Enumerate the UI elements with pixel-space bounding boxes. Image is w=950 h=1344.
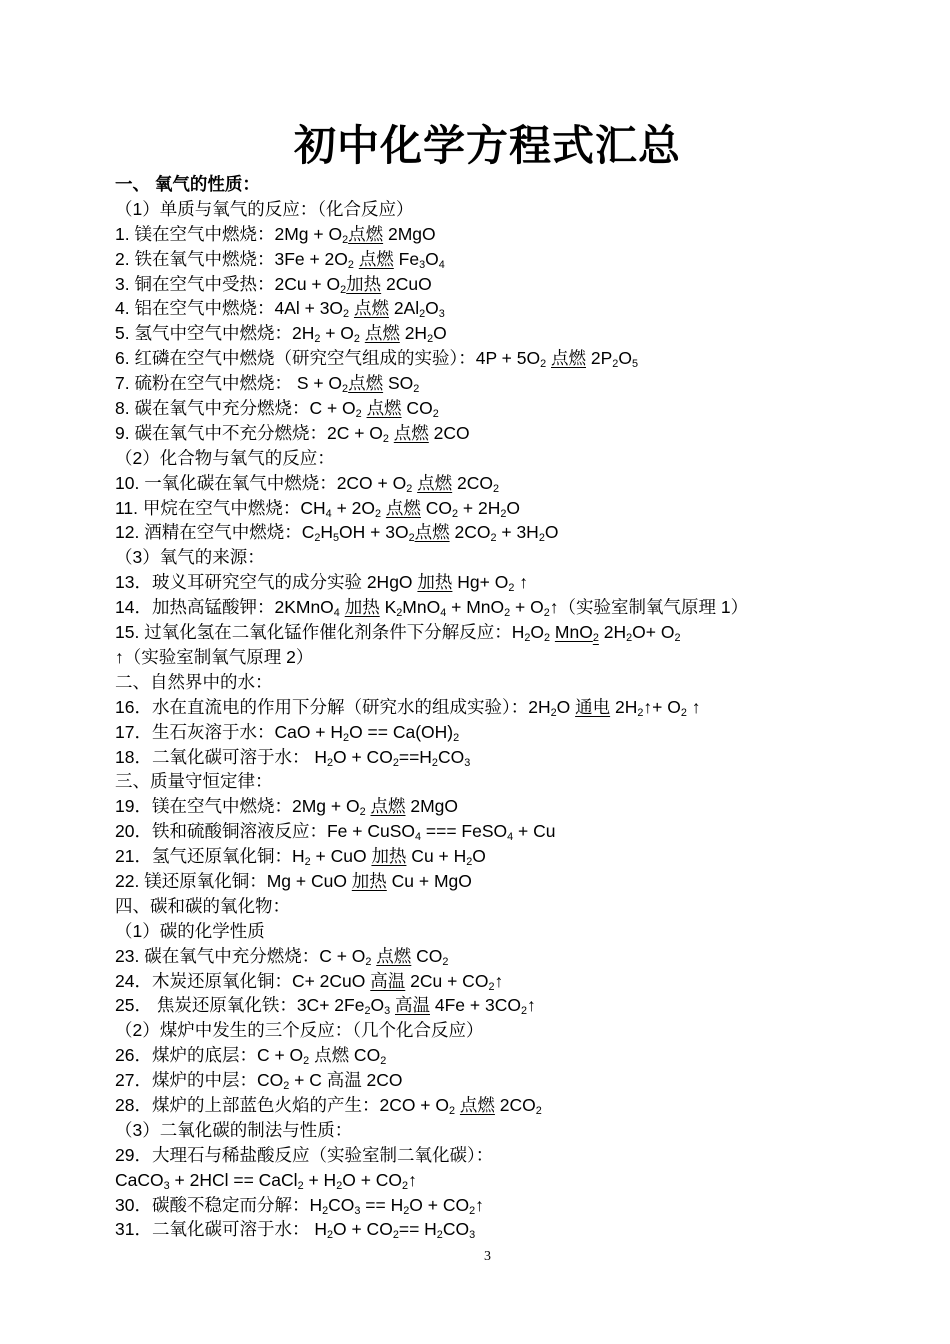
page-number: 3: [484, 1249, 491, 1264]
text-segment: 11. 甲烷在空气中燃烧：CH: [115, 497, 326, 518]
text-segment: 8. 碳在氧气中充分燃烧：C + O: [115, 398, 356, 419]
text-line: [115, 346, 875, 371]
text-line: [115, 745, 875, 770]
text-segment: CO: [420, 497, 453, 518]
subscript: 3: [419, 258, 426, 271]
text-line: [115, 296, 875, 321]
text-line: [115, 894, 875, 919]
subscript: 2: [637, 706, 644, 719]
text-line: [115, 1168, 875, 1193]
text-line: [115, 869, 875, 894]
text-segment: == H: [398, 1219, 437, 1240]
text-line: [115, 172, 875, 197]
text-line: [115, 819, 875, 844]
subscript: 2: [343, 731, 350, 744]
text-segment: + Cu: [513, 821, 556, 842]
text-segment: === FeSO: [421, 821, 508, 842]
text-line: [115, 471, 875, 496]
text-segment: 三、质量守恒定律：: [115, 771, 273, 792]
subscript: 2: [355, 408, 362, 421]
subscript: 2: [326, 1229, 333, 1242]
text-line: [115, 993, 875, 1018]
text-segment: 24．木炭还原氧化铜：C+ 2CuO: [115, 970, 371, 991]
subscript: 2: [353, 333, 360, 346]
text-segment: Cu + H: [406, 846, 467, 867]
reaction-condition: 点燃: [551, 348, 586, 369]
text-segment: 29．大理石与稀盐酸反应（实验室制二氧化碳）：: [115, 1144, 494, 1165]
text-segment: SO: [383, 373, 414, 394]
subscript: 2: [297, 1179, 304, 1192]
text-segment: 30．碳酸不稳定而分解：H: [115, 1194, 323, 1215]
text-segment: 17．生石灰溶于水：CaO + H: [115, 721, 344, 742]
subscript: 2: [359, 806, 366, 819]
equation-list: [115, 172, 875, 1242]
text-line: [115, 794, 875, 819]
reaction-condition: 高温: [395, 995, 430, 1016]
text-line: [115, 446, 875, 471]
subscript: 2: [303, 1055, 310, 1068]
text-line: [115, 1217, 875, 1242]
text-segment: O: [425, 298, 439, 319]
text-segment: CaCO: [115, 1169, 164, 1190]
subscript: 4: [333, 607, 340, 620]
subscript: 2: [326, 756, 333, 769]
text-segment: Fe: [393, 248, 420, 269]
subscript: 2: [442, 955, 449, 968]
text-segment: 2CO: [494, 1094, 536, 1115]
subscript: 5: [631, 358, 638, 371]
text-segment: O+ O: [632, 622, 675, 643]
text-line: [115, 1193, 875, 1218]
text-segment: 20．铁和硫酸铜溶液反应：Fe + CuSO: [115, 821, 415, 842]
subscript: 3: [354, 1204, 361, 1217]
text-segment: ↑: [686, 696, 701, 717]
subscript: 4: [325, 507, 332, 520]
text-line: [115, 919, 875, 944]
text-segment: 四、碳和碳的氧化物：: [115, 895, 290, 916]
text-segment: 2CO: [449, 522, 491, 543]
reaction-condition: 点燃: [370, 796, 406, 817]
text-segment: O + CO: [333, 746, 393, 767]
subscript: 3: [163, 1179, 170, 1192]
subscript: 2: [403, 1204, 410, 1217]
text-line: [115, 969, 875, 994]
text-segment: 4. 铝在空气中燃烧：4Al + 3O: [115, 298, 344, 319]
subscript: 2: [540, 358, 547, 371]
text-segment: O + CO: [342, 1169, 403, 1190]
text-segment: MnO: [402, 597, 441, 618]
reaction-condition: 点燃: [414, 522, 450, 543]
text-line: [115, 1143, 875, 1168]
subscript: 2: [543, 632, 551, 645]
subscript: 2: [342, 383, 349, 396]
subscript: 2: [283, 1080, 290, 1093]
text-line: [115, 421, 875, 446]
text-line: [115, 272, 875, 297]
subscript: 2: [322, 1204, 329, 1217]
text-segment: O: [472, 846, 486, 867]
subscript: 2: [304, 856, 311, 869]
text-segment: （3）二氧化碳的制法与性质：: [115, 1119, 353, 1140]
subscript: 2: [538, 532, 545, 545]
text-segment: 点燃 CO: [309, 1045, 381, 1066]
text-segment: O: [425, 248, 439, 269]
text-segment: O: [544, 522, 559, 543]
text-segment: 2Cu + CO: [405, 970, 489, 991]
text-line: [115, 520, 875, 545]
reaction-condition: 点燃: [353, 298, 389, 319]
text-segment: CO: [328, 1194, 355, 1215]
text-segment: Cu + MgO: [386, 870, 472, 891]
subscript: 2: [508, 582, 515, 595]
reaction-condition: 加热: [417, 572, 453, 593]
subscript: 3: [438, 308, 445, 321]
text-segment: + 2H: [458, 497, 501, 518]
text-segment: O + CO: [333, 1219, 393, 1240]
text-segment: （3）氧气的来源：: [115, 547, 265, 568]
text-line: [115, 545, 875, 570]
reaction-condition: 加热: [344, 597, 380, 618]
text-segment: ↑: [494, 970, 504, 991]
text-segment: 28．煤炉的上部蓝色火焰的产生：2CO + O: [115, 1094, 450, 1115]
text-segment: O: [506, 497, 521, 518]
text-segment: 2CuO: [381, 273, 432, 294]
subscript: 2: [314, 333, 321, 346]
subscript: 2: [419, 308, 426, 321]
subscript: 2: [347, 258, 354, 271]
text-segment: 2MgO: [405, 796, 459, 817]
text-segment: + C 高温 2CO: [289, 1070, 403, 1091]
subscript: 2: [343, 308, 350, 321]
subscript: 2: [520, 1005, 527, 1018]
subscript: 2: [432, 408, 439, 421]
reaction-condition: MnO: [554, 622, 593, 643]
subscript: 2: [342, 233, 349, 246]
text-segment: ↑（实验室制氧气原理 1）: [549, 597, 749, 618]
subscript: 3: [384, 1005, 391, 1018]
text-segment: 2P: [586, 348, 613, 369]
text-segment: ↑: [514, 572, 528, 593]
text-segment: == H: [360, 1194, 404, 1215]
subscript: 2: [488, 980, 495, 993]
subscript: 2: [413, 383, 420, 396]
text-segment: （1）碳的化学性质: [115, 920, 265, 941]
reaction-condition: 点燃: [358, 248, 394, 269]
text-segment: + 2HCl == CaCl: [169, 1169, 298, 1190]
text-line: [115, 371, 875, 396]
text-segment: + O: [320, 323, 354, 344]
text-segment: 21．氢气还原氧化铜：H: [115, 846, 305, 867]
subscript: 2: [380, 1055, 387, 1068]
text-segment: 27．煤炉的中层：CO: [115, 1070, 284, 1091]
text-line: [115, 595, 875, 620]
text-line: [115, 769, 875, 794]
text-segment: 2CO: [452, 472, 493, 493]
subscript: 2: [674, 632, 681, 645]
text-line: [115, 496, 875, 521]
text-segment: 2MgO: [383, 223, 436, 244]
text-line: [115, 1018, 875, 1043]
subscript: 2: [375, 507, 382, 520]
subscript: 2: [680, 706, 687, 719]
subscript: 2: [364, 1005, 371, 1018]
subscript: 2: [408, 532, 415, 545]
text-line: [115, 222, 875, 247]
reaction-condition: 点燃: [348, 373, 384, 394]
text-line: [115, 396, 875, 421]
text-segment: 26．煤炉的底层：C + O: [115, 1045, 304, 1066]
text-segment: Hg+ O: [452, 572, 509, 593]
text-segment: CO: [437, 746, 465, 767]
text-segment: 2H: [598, 622, 627, 643]
text-segment: 一、 氧气的性质：: [115, 174, 260, 194]
subscript: 3: [469, 1229, 476, 1242]
text-line: [115, 1118, 875, 1143]
reaction-condition: 点燃: [459, 1094, 495, 1115]
text-segment: 2CO: [428, 422, 470, 443]
subscript: 5: [333, 532, 340, 545]
text-line: [115, 720, 875, 745]
text-segment: + 2O: [331, 497, 375, 518]
text-segment: CO: [411, 945, 443, 966]
text-segment: （1）单质与氧气的反应：（化合反应）: [115, 198, 414, 219]
text-line: [115, 670, 875, 695]
subscript: 2: [493, 482, 500, 495]
subscript: 4: [438, 258, 445, 271]
subscript: 2: [396, 607, 403, 620]
text-segment: 14．加热高锰酸钾：2KMnO: [115, 597, 334, 618]
text-segment: 23. 碳在氧气中充分燃烧：C + O: [115, 945, 366, 966]
subscript: 4: [507, 831, 514, 844]
text-line: [115, 570, 875, 595]
text-line: [115, 247, 875, 272]
text-segment: 31．二氧化碳可溶于水： H: [115, 1219, 327, 1240]
subscript: 2: [504, 607, 511, 620]
document-title: 初中化学方程式汇总: [293, 122, 681, 169]
subscript: 2: [535, 1105, 542, 1118]
subscript: 4: [440, 607, 447, 620]
text-segment: ↑: [408, 1169, 417, 1190]
reaction-condition: 高温: [370, 970, 406, 991]
subscript: 4: [415, 831, 422, 844]
text-line: [115, 844, 875, 869]
reaction-condition: 加热: [346, 273, 382, 294]
text-segment: 15. 过氧化氢在二氧化锰作催化剂条件下分解反应：H: [115, 622, 525, 643]
text-segment: + MnO: [446, 597, 505, 618]
subscript: 2: [449, 1105, 456, 1118]
text-segment: 16．水在直流电的作用下分解（研究水的组成实验）：2H: [115, 696, 551, 717]
reaction-condition: 加热: [371, 846, 407, 867]
subscript: 2: [490, 532, 497, 545]
text-segment: + H: [303, 1169, 337, 1190]
text-segment: 25． 焦炭还原氧化铁：3C+ 2Fe: [115, 995, 365, 1016]
text-segment: ↑: [526, 995, 536, 1016]
subscript: 2: [431, 756, 438, 769]
text-segment: K: [379, 597, 397, 618]
subscript: 2: [550, 706, 557, 719]
text-segment: 9. 碳在氧气中不充分燃烧：2C + O: [115, 422, 383, 443]
text-segment: O == Ca(OH): [349, 721, 454, 742]
text-segment: 3. 铜在空气中受热：2Cu + O: [115, 273, 341, 294]
text-segment: 10. 一氧化碳在氧气中燃烧：2CO + O: [115, 472, 407, 493]
reaction-condition: 通电: [575, 696, 611, 717]
text-segment: （2）煤炉中发生的三个反应：（几个化合反应）: [115, 1020, 484, 1041]
subscript: 2: [392, 756, 399, 769]
text-segment: H: [320, 522, 333, 543]
subscript: 2: [612, 358, 619, 371]
text-segment: 18．二氧化碳可溶于水： H: [115, 746, 327, 767]
subscript: 2: [382, 432, 389, 445]
text-segment: （2）化合物与氧气的反应：: [115, 447, 335, 468]
text-line: [115, 1068, 875, 1093]
subscript: 2: [466, 856, 473, 869]
text-segment: 2Al: [388, 298, 420, 319]
reaction-condition: 点燃: [348, 223, 384, 244]
subscript: 2: [469, 1204, 476, 1217]
text-segment: CO: [442, 1219, 470, 1240]
text-line: [115, 944, 875, 969]
text-segment: OH + 3O: [339, 522, 409, 543]
text-segment: + 3H: [496, 522, 539, 543]
subscript: 2: [452, 507, 459, 520]
text-segment: 6. 红磷在空气中燃烧（研究空气组成的实验）：4P + 5O: [115, 348, 541, 369]
subscript: 2: [436, 1229, 443, 1242]
text-line: [115, 321, 875, 346]
text-segment: CO: [401, 398, 433, 419]
subscript: 2: [592, 632, 599, 645]
text-segment: O: [530, 622, 544, 643]
subscript: 2: [340, 283, 347, 296]
text-line: [115, 1043, 875, 1068]
subscript: 2: [500, 507, 507, 520]
text-line: [115, 1093, 875, 1118]
text-segment: 5. 氢气中空气中燃烧：2H: [115, 323, 315, 344]
text-segment: O: [370, 995, 385, 1016]
text-segment: O: [618, 348, 632, 369]
text-line: [115, 620, 875, 670]
subscript: 2: [524, 632, 531, 645]
text-line: [115, 695, 875, 720]
text-segment: 二、自然界中的水：: [115, 671, 273, 692]
subscript: 2: [427, 333, 434, 346]
subscript: 2: [336, 1179, 343, 1192]
subscript: 3: [464, 756, 471, 769]
subscript: 2: [453, 731, 460, 744]
text-segment: + O: [510, 597, 544, 618]
subscript: 2: [626, 632, 633, 645]
text-segment: O + CO: [409, 1194, 470, 1215]
text-segment: ==H: [398, 746, 432, 767]
text-segment: 13．玻义耳研究空气的成分实验 2HgO: [115, 572, 418, 593]
reaction-condition: 点燃: [366, 398, 402, 419]
reaction-condition: 点燃: [417, 472, 453, 493]
text-segment: 2H: [610, 696, 638, 717]
reaction-condition: 加热: [351, 870, 387, 891]
text-segment: 22. 镁还原氧化铜：Mg + CuO: [115, 870, 352, 891]
text-segment: 7. 硫粉在空气中燃烧： S + O: [115, 373, 343, 394]
text-segment: 4Fe + 3CO: [430, 995, 521, 1016]
subscript: 2: [402, 1179, 409, 1192]
text-segment: 12. 酒精在空气中燃烧：C: [115, 522, 315, 543]
subscript: 2: [406, 482, 413, 495]
text-segment: O: [433, 323, 447, 344]
text-segment: + CuO: [310, 846, 372, 867]
text-segment: O: [556, 696, 576, 717]
text-segment: 2. 铁在氧气中燃烧：3Fe + 2O: [115, 248, 348, 269]
subscript: 2: [392, 1229, 399, 1242]
text-segment: ↑+ O: [643, 696, 681, 717]
subscript: 2: [365, 955, 372, 968]
reaction-condition: 点燃: [376, 945, 412, 966]
subscript: 2: [314, 532, 321, 545]
text-segment: ↑（实验室制氧气原理 2）: [115, 646, 314, 667]
text-line: [115, 197, 875, 222]
reaction-condition: 点燃: [364, 323, 400, 344]
subscript: 2: [543, 607, 550, 620]
reaction-condition: 点燃: [385, 497, 421, 518]
text-segment: ↑: [475, 1194, 484, 1215]
text-segment: 2H: [399, 323, 428, 344]
reaction-condition: 点燃: [393, 422, 429, 443]
text-segment: 19．镁在空气中燃烧：2Mg + O: [115, 796, 360, 817]
text-segment: 1. 镁在空气中燃烧：2Mg + O: [115, 223, 343, 244]
